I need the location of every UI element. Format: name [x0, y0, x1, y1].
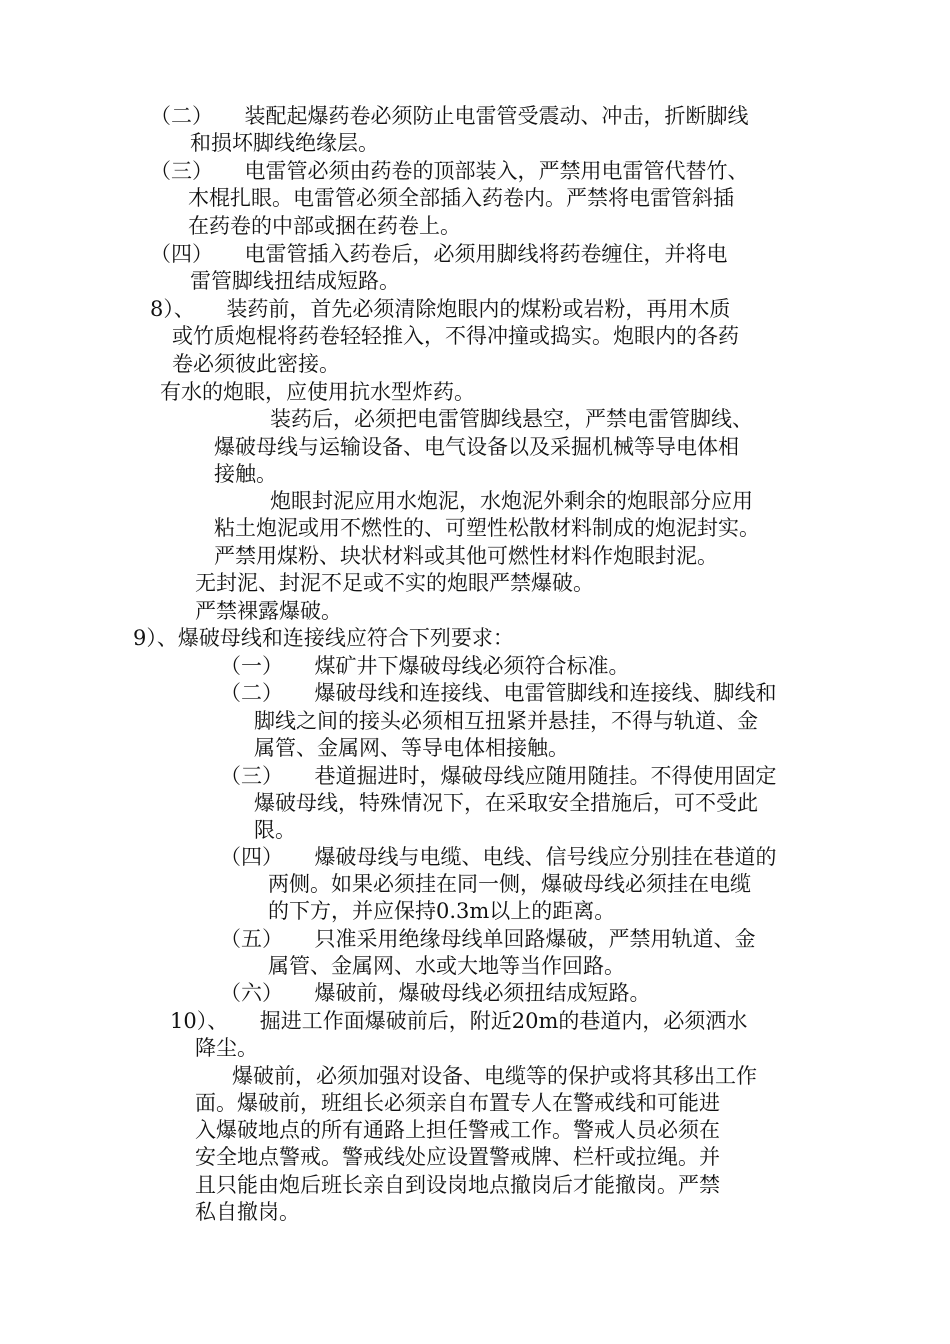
text-line: 8）、 装药前，首先必须清除炮眼内的煤粉或岩粉，再用木质	[150, 297, 731, 321]
text-line: （六） 爆破前，爆破母线必须扭结成短路。	[220, 981, 651, 1005]
text-line: （二） 爆破母线和连接线、电雷管脚线和连接线、脚线和	[220, 681, 777, 705]
text-line: 的下方，并应保持0.3m以上的距离。	[268, 899, 616, 923]
text-line: （二） 装配起爆药卷必须防止电雷管受震动、冲击，折断脚线	[150, 104, 749, 128]
text-line: 装药后，必须把电雷管脚线悬空，严禁电雷管脚线、	[270, 407, 753, 431]
text-line: 木棍扎眼。电雷管必须全部插入药卷内。严禁将电雷管斜插	[188, 186, 734, 210]
text-line: 和损坏脚线绝缘层。	[190, 131, 379, 155]
text-line: 接触。	[214, 462, 277, 486]
text-line: 9）、爆破母线和连接线应符合下列要求：	[133, 626, 514, 650]
text-line: 无封泥、封泥不足或不实的炮眼严禁爆破。	[195, 571, 594, 595]
text-line: 属管、金属网、水或大地等当作回路。	[268, 954, 625, 978]
text-line: 炮眼封泥应用水炮泥，水炮泥外剩余的炮眼部分应用	[270, 489, 753, 513]
text-line: 爆破前，必须加强对设备、电缆等的保护或将其移出工作	[232, 1064, 757, 1088]
text-line: （五） 只准采用绝缘母线单回路爆破，严禁用轨道、金	[220, 927, 756, 951]
text-line: 私自撤岗。	[195, 1200, 300, 1224]
text-line: 在药卷的中部或捆在药卷上。	[188, 214, 461, 238]
text-line: 卷必须彼此密接。	[172, 352, 340, 376]
text-line: 或竹质炮棍将药卷轻轻推入，不得冲撞或捣实。炮眼内的各药	[172, 324, 739, 348]
text-line: 降尘。	[195, 1036, 258, 1060]
text-line: 脚线之间的接头必须相互扭紧并悬挂，不得与轨道、金	[254, 709, 758, 733]
text-line: 粘土炮泥或用不燃性的、可塑性松散材料制成的炮泥封实。	[214, 516, 760, 540]
text-line: （四） 爆破母线与电缆、电线、信号线应分别挂在巷道的	[220, 845, 777, 869]
text-line: （四） 电雷管插入药卷后，必须用脚线将药卷缠住，并将电	[150, 242, 728, 266]
text-line: 爆破母线与运输设备、电气设备以及采掘机械等导电体相	[214, 435, 739, 459]
text-line: 入爆破地点的所有通路上担任警戒工作。警戒人员必须在	[195, 1118, 720, 1142]
text-line: 面。爆破前，班组长必须亲自布置专人在警戒线和可能进	[195, 1091, 720, 1115]
text-line: 安全地点警戒。警戒线处应设置警戒牌、栏杆或拉绳。并	[195, 1145, 720, 1169]
text-line: 10）、 掘进工作面爆破前后，附近20m的巷道内，必须洒水	[170, 1009, 748, 1033]
text-line: 限。	[254, 818, 296, 842]
text-line: 严禁裸露爆破。	[195, 599, 342, 623]
text-line: 严禁用煤粉、块状材料或其他可燃性材料作炮眼封泥。	[214, 544, 718, 568]
text-line: （三） 电雷管必须由药卷的顶部装入，严禁用电雷管代替竹、	[150, 159, 749, 183]
text-line: 有水的炮眼，应使用抗水型炸药。	[160, 380, 475, 404]
text-line: 雷管脚线扭结成短路。	[190, 269, 400, 293]
text-line: （三） 巷道掘进时，爆破母线应随用随挂。不得使用固定	[220, 764, 777, 788]
text-line: 两侧。如果必须挂在同一侧，爆破母线必须挂在电缆	[268, 872, 751, 896]
text-line: 爆破母线，特殊情况下，在采取安全措施后，可不受此	[254, 791, 758, 815]
text-line: 属管、金属网、等导电体相接触。	[254, 736, 569, 760]
text-line: （一） 煤矿井下爆破母线必须符合标准。	[220, 654, 630, 678]
text-line: 且只能由炮后班长亲自到设岗地点撤岗后才能撤岗。严禁	[195, 1173, 720, 1197]
